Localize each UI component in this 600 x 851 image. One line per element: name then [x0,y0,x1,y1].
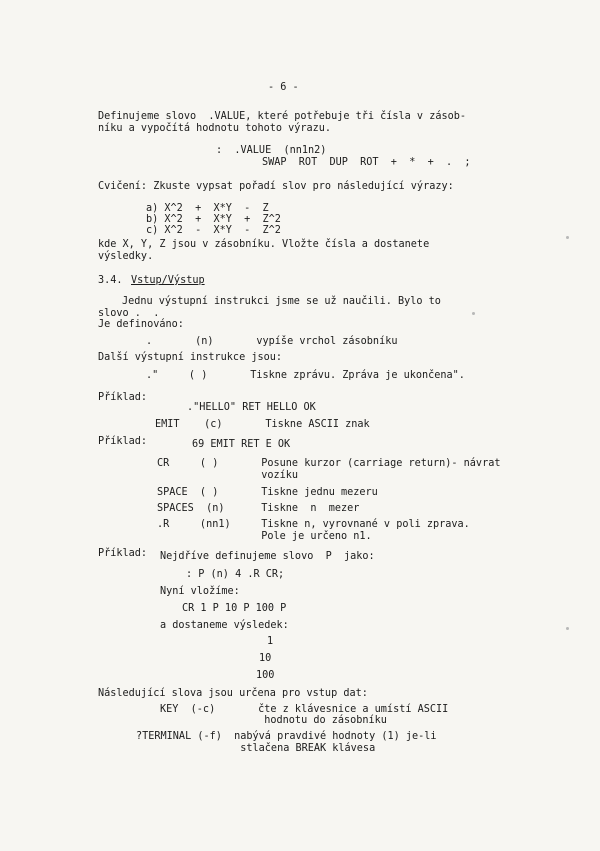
example2-label: Příklad: [98,436,148,447]
example3-insert-code: CR 1 P 10 P 100 P [182,603,287,614]
example3-insert: Nyní vložíme: [160,586,240,597]
example3-def-code: : P (n) 4 .R CR; [186,569,285,580]
example3-result-label: a dostaneme výsledek: [160,620,289,631]
section-intro-1: Jednu výstupní instrukci jsme se už naučili. Bylo to [122,296,441,307]
terminal-row-1: ?TERMINAL (-f) nabývá pravdivé hodnoty (1) je-li [136,731,437,742]
example2-code: 69 EMIT RET E OK [192,439,291,450]
section-intro-2: slovo . . [98,308,160,319]
space-row: SPACE ( ) Tiskne jednu mezeru [157,487,378,498]
result-value-1: 1 [267,636,274,647]
section-number: 3.4. [98,275,123,286]
key-row-2: hodnotu do zásobníku [160,715,387,726]
example1-code: ."HELLO" RET HELLO OK [187,402,316,413]
input-intro: Následující slova jsou určena pro vstup dat: [98,688,368,699]
intro-line-1: Definujeme slovo .VALUE, které potřebuje tři čísla v zásob- [98,111,467,122]
example3-label: Příklad: [98,548,148,559]
dot-word-row: . (n) vypíše vrchol zásobníku [146,336,398,347]
page-number: - 6 - [268,82,299,93]
emit-row: EMIT (c) Tiskne ASCII znak [155,419,370,430]
exercise-note-1: kde X, Y, Z jsou v zásobníku. Vložte čísla a dostanete [98,239,430,250]
value-def-line-2: SWAP ROT DUP ROT + * + . ; [262,157,471,168]
intro-line-2: níku a vypočítá hodnotu tohoto výrazu. [98,123,332,134]
result-value-2: 10 [259,653,272,664]
example1-label: Příklad: [98,392,148,403]
exercise-item-c: c) X^2 - X*Y - Z^2 [146,225,281,236]
margin-mark [566,236,569,239]
margin-mark [566,627,569,630]
dotr-row-1: .R (nn1) Tiskne n, vyrovnané v poli zprava. [157,519,470,530]
example3-define: Nejdříve definujeme slovo P jako: [160,551,375,562]
cr-row-1: CR ( ) Posune kurzor (carriage return)- návrat [157,458,501,469]
dotquote-word-row: ." ( ) Tiskne zprávu. Zpráva je ukončena". [146,370,465,381]
section-title: Vstup/Výstup [131,275,205,286]
exercise-prompt: Cvičení: Zkuste vypsat pořadí slov pro následující výrazy: [98,181,454,192]
more-instructions-label: Další výstupní instrukce jsou: [98,352,283,363]
dotr-row-2: Pole je určeno n1. [157,531,372,542]
key-row-1: KEY (-c) čte z klávesnice a umístí ASCII [160,704,449,715]
cr-row-2: vozíku [157,470,299,481]
exercise-item-a: a) X^2 + X*Y - Z [146,203,269,214]
exercise-item-b: b) X^2 + X*Y + Z^2 [146,214,281,225]
terminal-row-2: stlačena BREAK klávesa [136,743,376,754]
result-value-3: 100 [256,670,275,681]
margin-mark [472,312,475,315]
spaces-row: SPACES (n) Tiskne n mezer [157,503,360,514]
exercise-note-2: výsledky. [98,251,154,262]
value-def-line-1: : .VALUE (nn1n2) [216,145,327,156]
defined-label: Je definováno: [98,319,184,330]
